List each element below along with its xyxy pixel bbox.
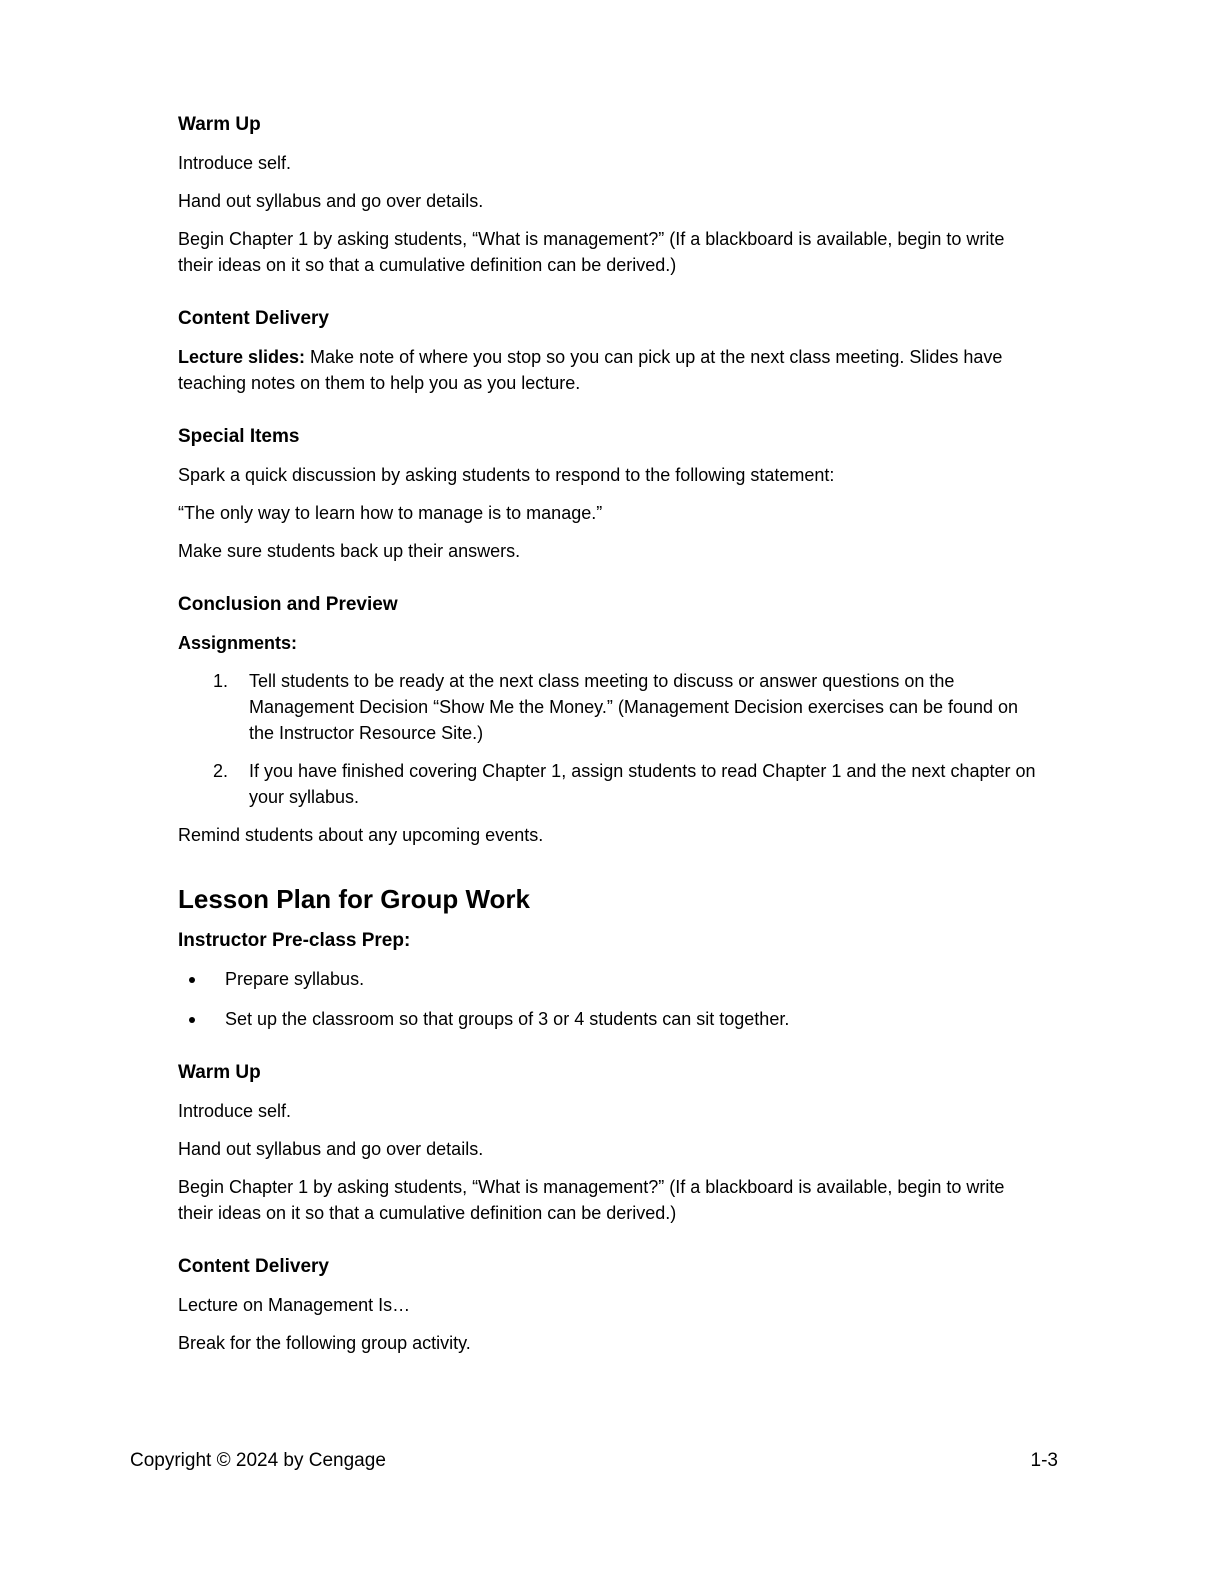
warm-up-heading: Warm Up	[178, 1062, 261, 1083]
list-number: 1.	[213, 671, 229, 691]
paragraph: Make sure students back up their answers.	[178, 541, 521, 561]
assignments-subheading: Assignments:	[178, 633, 298, 653]
bullet-icon	[189, 1017, 195, 1023]
paragraph: Remind students about any upcoming events.	[178, 825, 544, 845]
list-item-text: Tell students to be ready at the next class meeting to discuss or answer questions on the Management Decision “Show Me the Money.” (Management Decision exercises can be found on the Instructor Resource Site.)	[249, 671, 1019, 743]
list-item-text: Set up the classroom so that groups of 3 or 4 students can sit together.	[225, 1009, 790, 1029]
copyright-text: Copyright © 2024 by Cengage	[130, 1450, 386, 1471]
list-item	[178, 1006, 1038, 1032]
page-number: 1-3	[1030, 1450, 1058, 1471]
pre-class-prep-heading: Instructor Pre-class Prep:	[178, 930, 411, 951]
paragraph: Break for the following group activity.	[178, 1333, 471, 1353]
page-footer	[130, 1448, 1058, 1474]
content-delivery-heading: Content Delivery	[178, 1256, 329, 1277]
lecture-slides-text: Make note of where you stop so you can pick up at the next class meeting. Slides have teaching notes on them to help you as you lecture.	[178, 347, 1003, 393]
paragraph: Begin Chapter 1 by asking students, “What is management?” (If a blackboard is available, begin to write their ideas on it so that a cumulative definition can be derived.)	[178, 1177, 1005, 1223]
prep-list	[178, 966, 1038, 1032]
warm-up-heading: Warm Up	[178, 114, 261, 135]
content-delivery-heading: Content Delivery	[178, 308, 329, 329]
assignments-list	[178, 668, 1038, 810]
bullet-icon	[189, 977, 195, 983]
lecture-slides-paragraph	[178, 344, 1038, 396]
lecture-slides-label: Lecture slides:	[178, 347, 306, 367]
quote-paragraph: “The only way to learn how to manage is to manage.”	[178, 503, 603, 523]
paragraph: Lecture on Management Is…	[178, 1295, 411, 1315]
list-item-text: If you have finished covering Chapter 1, assign students to read Chapter 1 and the next chapter on your syllabus.	[249, 761, 1036, 807]
paragraph: Spark a quick discussion by asking students to respond to the following statement:	[178, 465, 835, 485]
conclusion-heading: Conclusion and Preview	[178, 594, 398, 615]
paragraph: Begin Chapter 1 by asking students, “What is management?” (If a blackboard is available, begin to write their ideas on it so that a cumulative definition can be derived.)	[178, 229, 1005, 275]
list-item-text: Prepare syllabus.	[225, 969, 365, 989]
list-item	[178, 758, 1038, 810]
list-item	[178, 966, 1038, 992]
special-items-heading: Special Items	[178, 426, 300, 447]
paragraph: Hand out syllabus and go over details.	[178, 1139, 484, 1159]
list-number: 2.	[213, 761, 229, 781]
paragraph: Hand out syllabus and go over details.	[178, 191, 484, 211]
paragraph: Introduce self.	[178, 1101, 292, 1121]
list-item	[178, 668, 1038, 746]
paragraph: Introduce self.	[178, 153, 292, 173]
group-work-title: Lesson Plan for Group Work	[178, 884, 531, 914]
document-page	[178, 112, 1038, 1368]
